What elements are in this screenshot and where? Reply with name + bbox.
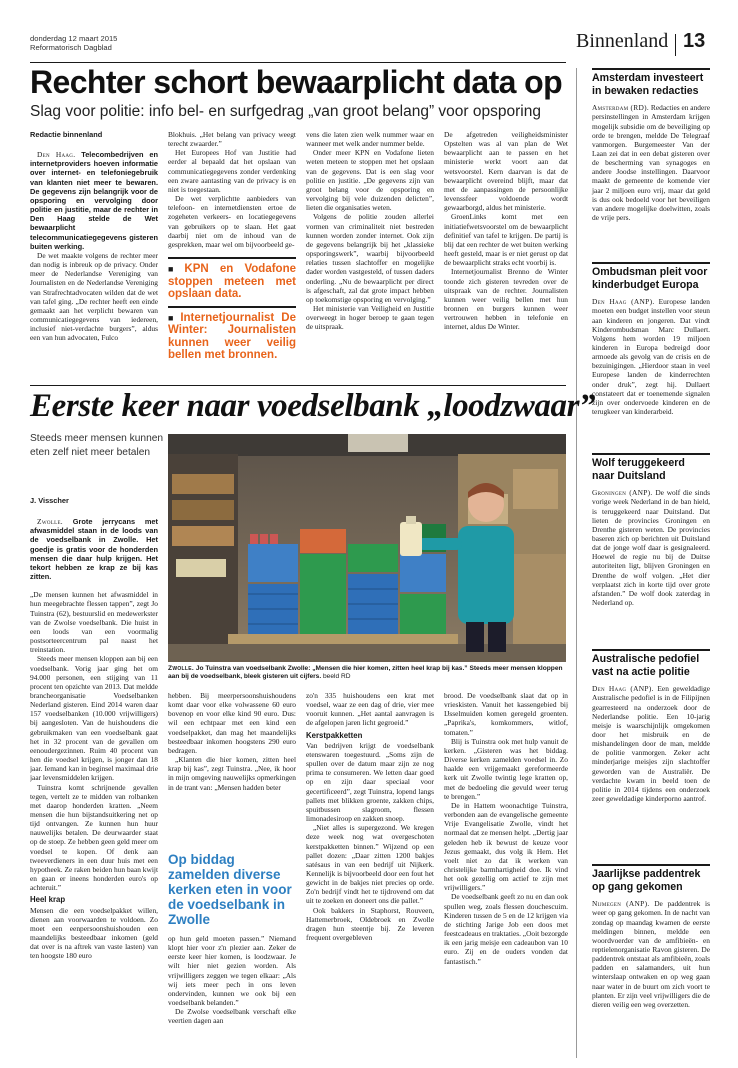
article2-subheading: Heel krap [30, 895, 66, 905]
article-divider [30, 385, 566, 386]
pullquote-rule [168, 306, 296, 308]
article2-paragraph: zo'n 335 huishoudens een krat met voedsel, waar ze een dag of drie, vier mee vooruit kunnen. „Het aantal aanvragen is de afgelopen jaren licht gegroeid.” [306, 691, 434, 728]
article2-paragraph: De voedselbank geeft zo nu en dan ook spullen weg, zoals flessen douchescuim. Kinderen tussen de 5 en de 12 krijgen via de stichting Jarige Job een doos met feestcadeaus en traktaties. „Ooit bezorgde ik een jarig meisje een cadeaubon van 10 euro. Zij en de ouders vonden dat fantastisch.” [444, 892, 568, 966]
article1-paragraph: Internetjournalist Brenno de Winter toonde zich gisteren tevreden over de uitspraak van de rechter. Journalisten kunnen weer veilig bellen met hun bronnen en burgers kunnen weer vertrouwen hebben in telefonie en internet, aldus De Winter. [444, 267, 568, 332]
article2-paragraph: brood. De voedselbank slaat dat op in vrieskisten. Vanuit het kassengebied bij IJsselmuiden komen geregeld groenten. „Paprika's, komkommers, witlof, tomaten.” [444, 691, 568, 737]
article1-headline: Rechter schort bewaarplicht data op [30, 64, 563, 100]
article2-byline: J. Visscher [30, 496, 69, 505]
issue-date [30, 34, 117, 52]
article2-headline: Eerste keer naar voedselbank „loodzwaar” [30, 388, 596, 424]
article1-paragraph: Blokhuis. „Het belang van privacy weegt terecht zwaarder.” [168, 130, 296, 149]
article1-paragraph: Onder meer KPN en Vodafone lieten weten meteen te stoppen met het opslaan van de gegevens. Dat is een slag voor politie en justitie. „De gegevens zijn van groot belang voor de opsporing en vervolging bij vele duizenden delicten”, lieten die organisaties weten. [306, 148, 434, 213]
article2-paragraph: „Klanten die hier komen, zitten heel krap bij kas”, zegt Tuinstra. „Nee, ik hoor in mijn omgeving nauwelijks opmerkingen in de trant van: „Mensen hadden beter [168, 755, 296, 792]
sidebar-rule [592, 864, 710, 866]
article1-byline: Redactie binnenland [30, 130, 103, 139]
sidebar-rule [592, 453, 710, 455]
article2-paragraph: „De mensen kunnen het afwasmiddel in hun meegebrachte flessen tappen”, zegt Jo Tuinstra (62), bestuurslid en medewerkster van de Zwolse voedselbank. Die huist in een loods van een voormalig postsorteercentrum pal naast het treinstation. [30, 590, 158, 655]
article2-column-2-top [168, 691, 296, 851]
article2-paragraph: De Zwolse voedselbank verschaft elke veertien dagen aan [168, 1007, 296, 1026]
square-bullet-icon: ■ [168, 312, 178, 323]
header-rule [30, 62, 566, 63]
sidebar-rule [592, 649, 710, 651]
pullquote-rule [168, 257, 296, 259]
paper-name: Reformatorisch Dagblad [30, 43, 112, 52]
brief-body: Nijmegen (ANP). De paddentrek is weer op gang gekomen. In de nacht van zondag op maandag kwamen de eerste meldingen binnen, meldde een woordvoerder van de amfibieën- en reptielenorganisatie Ravon gisteren. De paddentrek ontstaat als amfibieën, zoals padden en salamanders, uit hun winterslaap ontwaken en op weg gaan naar water in de buurt om zich voort te planten. Er zijn veel vrijwilligers die de dieren veilig een weg overzetten. [592, 899, 711, 1009]
article2-paragraph: Van bedrijven krijgt de voedselbank etenswaren toegestuurd. „Soms zijn de spullen over de datum maar zijn ze nog prima te consumeren. We letten daar goed op en zijn daar speciaal voor gecertificeerd”, zegt Tuinstra, lopend langs pallets met blikken groente, zakken chips, spuitbussen slagroom, flessen limonadesiroop en zakken snoep. [306, 740, 434, 824]
foodbank-photo [168, 434, 566, 662]
brief-body: Groningen (ANP). De wolf die sinds vorige week Nederland in de ban hield, is teruggekeerd naar Duitsland. Dat lieten de provincies Groningen en Drenthe gisteren weten. De provincies baseren zich op berichten uit Duitsland dat de jonge wolf daar is gesignaleerd. Hoewel de regie nu bij de Duitse autoriteiten ligt, blijven Groningen en Drenthe de wolf volgen. „Het dier verplaatst zich in korte tijd over grote afstanden.” De wolf dook zaterdag in Nederland op. [592, 488, 710, 608]
brief-title: Australische pedofiel vast na actie politie [592, 653, 700, 678]
article1-lead: Den Haag. Telecombedrijven en internetproviders hoeven informatie over internet- en telefoniegebruik van klanten niet meer te bewaren. De gegevens zijn belangrijk voor de opsporing en vervolging door politie en justitie, maar de rechter in Den Haag stelde de Wet bewaarplicht telecommunicatiegegevens gisteren buiten werking. [30, 150, 158, 251]
article1-paragraph: De afgetreden veiligheidsminister Opstelten was al van plan de Wet bewaarplicht aan te passen en het ministerie werkt voort aan dat wetsvoorstel. Kern daarvan is dat de bewaarplicht overeind blijft, maar dat met de aanpassingen de persoonlijke levenssfeer voldoende wordt gewaarborgd, aldus het ministerie. [444, 130, 568, 213]
article1-column-3 [306, 130, 434, 382]
brief-title: Wolf teruggekeerd naar Duitsland [592, 457, 685, 482]
article2-paragraph: De in Hattem woonachtige Tuinstra, verbonden aan de evangelische gemeente Vrije Evangelisatie Zwolle, vindt het normaal dat ze mensen helpt. „Dertig jaar geleden heb ik bewust de keuze voor Jezus gemaakt, dus volg ik Hem. Het voelt niet zo dat ik werken van christelijke barmhartigheid doe. Ik vind het ook gezellig om actief te zijn met vrijwilligers.” [444, 800, 568, 893]
brief-body: Den Haag (ANP). Een geweldadige Australische pedofiel is in de Filipijnen gearresteerd na onderzoek door de Nederlandse politie. Een 10-jarig meisje is waarschijnlijk omgekomen door het misbruik en de mishandelingen door de man, meldde de politie vanmorgen. Zeker acht minderjarige meisjes zijn slachtoffer geworden van de Australiër. De verdachte kwam in beeld toen de politie in 2014 tijdens een onderzoek zeer geweldadige kinderporno aantrof. [592, 684, 710, 804]
article1-column-4 [444, 130, 568, 382]
article2-subheading: Kerstpakketten [306, 730, 363, 740]
article1-column-2 [168, 130, 296, 382]
article1-paragraph: GroenLinks komt met een initiatiefwetsvoorstel om de bewaarplicht definitief van tafel te krijgen. De partij is blij dat een rechter de wet buiten werking heeft gesteld, maar is er niet gerust op dat de bewaarplicht straks echt voorbij is. [444, 212, 568, 268]
article2-paragraph: Mensen die een voedselpakket willen, dienen aan voorwaarden te voldoen. Zo moet een eenpersoonshuishouden een maandelijks besteedbaar inkomen (geld dat over is na aftrek van vaste lasten) van ten hoogste 180 euro [30, 905, 158, 961]
article1-paragraph: Het ministerie van Veiligheid en Justitie overweegt in hoger beroep te gaan tegen de uitspraak. [306, 303, 434, 332]
article1-column-1 [30, 130, 158, 382]
brief-title: Jaarlijkse paddentrek op gang gekomen [592, 868, 701, 893]
page-number: 13 [683, 30, 706, 52]
brief-pedofiel [592, 653, 710, 803]
article1-paragraph: vens die laten zien welk nummer waar en wanneer met welk ander nummer belde. [306, 130, 434, 149]
article1-subhead: Slag voor politie: info bel- en surfgedrag „van groot belang” voor opsporing [30, 103, 541, 120]
article2-column-3 [306, 691, 434, 1058]
brief-ombudsman [592, 266, 710, 416]
article1-paragraph: De wet maakte volgens de rechter meer dan nodig is inbreuk op de privacy. Onder meer de Nederlandse Vereniging van Journalisten en de Nederlandse Vereniging van Strafrechtadvocaten wilden dat de wet van tafel ging. „De rechter heeft een einde gemaakt aan het verplicht bewaren van communicatiegegevens van iedereen, inclusief niet-verdachte burgers”, aldus een van hun advocaten, Fulco [30, 250, 158, 343]
sidebar-rule [592, 68, 710, 70]
article2-lead: Zwolle. Grote jerrycans met afwasmiddel staan in de loods van de voedselbank in Zwolle. Het goedje is gratis voor de honderden mensen die daar hulp krijgen. Het tekort hebben ze krap ze bij kas zitten. [30, 517, 158, 582]
sidebar-divider [576, 68, 577, 1058]
section-name: Binnenland [576, 30, 669, 52]
article2-subhead: Steeds meer mensen kunnen eten zelf niet meer betalen [30, 433, 164, 458]
sidebar-rule [592, 262, 710, 264]
brief-title: Ombudsman pleit voor kinderbudget Europa [592, 266, 708, 291]
article1-paragraph: Volgens de politie zouden allerlei vormen van criminaliteit niet bestreden kunnen worden zonder internet. Ook zijn de gegevens belangrijk bij het „klassieke opsporingswerk”, waarbij bijvoorbeeld relaties tussen slachtoffer en mogelijke dader worden vastgesteld, of tussen daders onderling. „Nu de bewaarplicht per direct is afgeschaft, zal dat grote impact hebben op toekomstige opsporing en vervolging.” [306, 212, 434, 304]
article1-paragraph: Het Europees Hof van Justitie had eerder al bepaald dat het opslaan van communicatiegegevens zonder verdenking een zware aantasting van de privacy is en niet is toegestaan. [168, 148, 296, 194]
date-text: donderdag 12 maart 2015 [30, 34, 118, 43]
brief-wolf [592, 457, 710, 607]
square-bullet-icon: ■ [168, 264, 182, 275]
article2-column-2-bottom [168, 934, 296, 1058]
article2-column-4 [444, 691, 568, 1058]
brief-title: Amsterdam investeert in bewaken redacties [592, 72, 704, 97]
brief-body: Amsterdam (RD). Redacties en andere persinstellingen in Amsterdam krijgen mogelijk subsidie om de beveiliging op orde te brengen, meldde De Telegraaf vanmorgen. Burgemeester Van der Laan zei dat in een debat gisteren over de bescherming van synagoges en andere Joodse instellingen. Daarvoor maakt de gemeente de komende vier jaar 2 miljoen euro vrij, maar dat geld is dus ook bedoeld voor het beveiligen van andere mogelijke doelwitten, zoals de vrije pers. [592, 103, 711, 223]
article1-paragraph: De wet verplichtte aanbieders van telefoon- en internetdiensten ertoe de zogeheten verkeers- en locatiegegevens van gebruikers op te slaan. Het gaat daarbij niet om de inhoud van de gesprekken, maar wel om bijvoorbeeld ge- [168, 194, 296, 249]
article2-paragraph: op hun geld moeten passen.” Niemand klopt hier voor z'n plezier aan. Zeker de eerste keer hier komen, is loodzwaar. Je wilt hier niet gezien worden. Als vrijwilligers zeggen we tegen elkaar: „Als wij iets meer pech in ons leven ondervinden, kunnen we ook bij een voedselbank belanden.” [168, 934, 296, 1008]
article2-paragraph: Ook bakkers in Staphorst, Rouveen, Hattemerbroek, Oldebroek en Zwolle dragen hun steentje bij. Ze leveren frequent overgebleven [306, 905, 434, 943]
pullquote-biddag: Op biddag zamelden diverse kerken eten in voor de voedselbank in Zwolle [168, 852, 292, 927]
pullquote-kpn: ■ KPN en Vodafone stoppen meteen met opslaan data. [168, 263, 296, 301]
article2-paragraph: Tuinstra komt schrijnende gevallen tegen, vertelt ze te midden van rolbanken met daarop honderden kratten. „Neem mensen die hun bijstandsuitkering net op tijd ontvangen. Ze kunnen hun huur nauwelijks betalen. De deurwaarder staat op de stoep. Ze hebben geen geld meer om voedsel te kopen. Of denk aan tweeverdieners in een duur huis met een hypotheek. Ze raken beiden hun baan kwijt en gaan er ineens honderden euro's op achteruit.” [30, 782, 158, 893]
brief-body: Den Haag (ANP). Europese landen moeten een budget instellen voor steun aan kinderen en jongeren. Dat vindt Kinderombudsman Marc Dullaert. Volgens hem worden 19 miljoen kinderen in Europa bedreigd door armoede als gevolg van de crisis en de bezuinigingen. „Hierdoor staan in veel Europese landen de kinderrechten onder druk”, zegt hij. Dullaert constateert dat er toenemende signalen zijn over ondervoede kinderen en de terugkeer van kinderarbeid. [592, 297, 710, 417]
article2-paragraph: „Niet alles is supergezond. We kregen deze week nog wat overgeschoten kerstpakketten binnen.” Wijzend op een pallet dozen: „Daar zitten 1200 bakjes satésaus in van een bedrijf uit Nijkerk. Kennelijk is bijvoorbeeld door een fout het gewicht in de bakjes niet precies op orde. Zo'n bedrijf vindt het te tijdrovend om dat uit te zoeken en doneert ons die pallet.” [306, 823, 434, 906]
photo-credit: beeld RD [321, 673, 351, 681]
photo-caption: Zwolle. Jo Tuinstra van voedselbank Zwolle: „Mensen die hier komen, zitten heel krap bij kas.” Steeds meer mensen kloppen aan bij de voedselbank, bleek gisteren uit cijfers. beeld RD [168, 665, 563, 681]
article2-paragraph: hebben. Bij meerpersoonshuishoudens komt daar voor elke volwassene 60 euro bovenop en voor elke kind 90 euro. Dus: wil een echtpaar met een kind een voedselpakket, dan mag het maandelijks besteedbaar inkomen hoogstens 290 euro bedragen. [168, 691, 296, 755]
article2-column-1 [30, 496, 158, 1058]
brief-paddentrek [592, 868, 710, 1009]
header-divider [675, 34, 676, 56]
brief-amsterdam [592, 72, 710, 222]
article2-paragraph: Steeds meer mensen kloppen aan bij een voedselbank. Vorig jaar ging het om 94.000 personen, een stijging van 11 procent ten opzichte van 2013. Dat meldde brancheorganisatie Voedselbanken Nederland gisteren. Eind 2014 waren daar 157 voedselbanken (10.000 vrijwilligers) bij aangesloten. Van de huishoudens die gebruikmaken van een voedselbank gaat het in 32 procent van de gevallen om eenoudergezinnen. Ruim 40 procent van hen die voedsel krijgen, is jonger dan 18 jaar. Iemand kan in beginsel maximaal drie jaar levensmiddelen krijgen. [30, 654, 158, 783]
article2-paragraph: Blij is Tuinstra ook met hulp vanuit de kerken. „Gisteren was het biddag. Diverse kerken zamelden voedsel in. Zo haalde een vrijgemaakt gereformeerde kerk uit Zwolle twintig lege kratten op, met de bedoeling die gevuld weer terug te brengen.” [444, 736, 568, 801]
pullquote-dewinter: ■ Internetjournalist De Winter: Journalisten kunnen weer veilig bellen met bronnen. [168, 311, 296, 362]
